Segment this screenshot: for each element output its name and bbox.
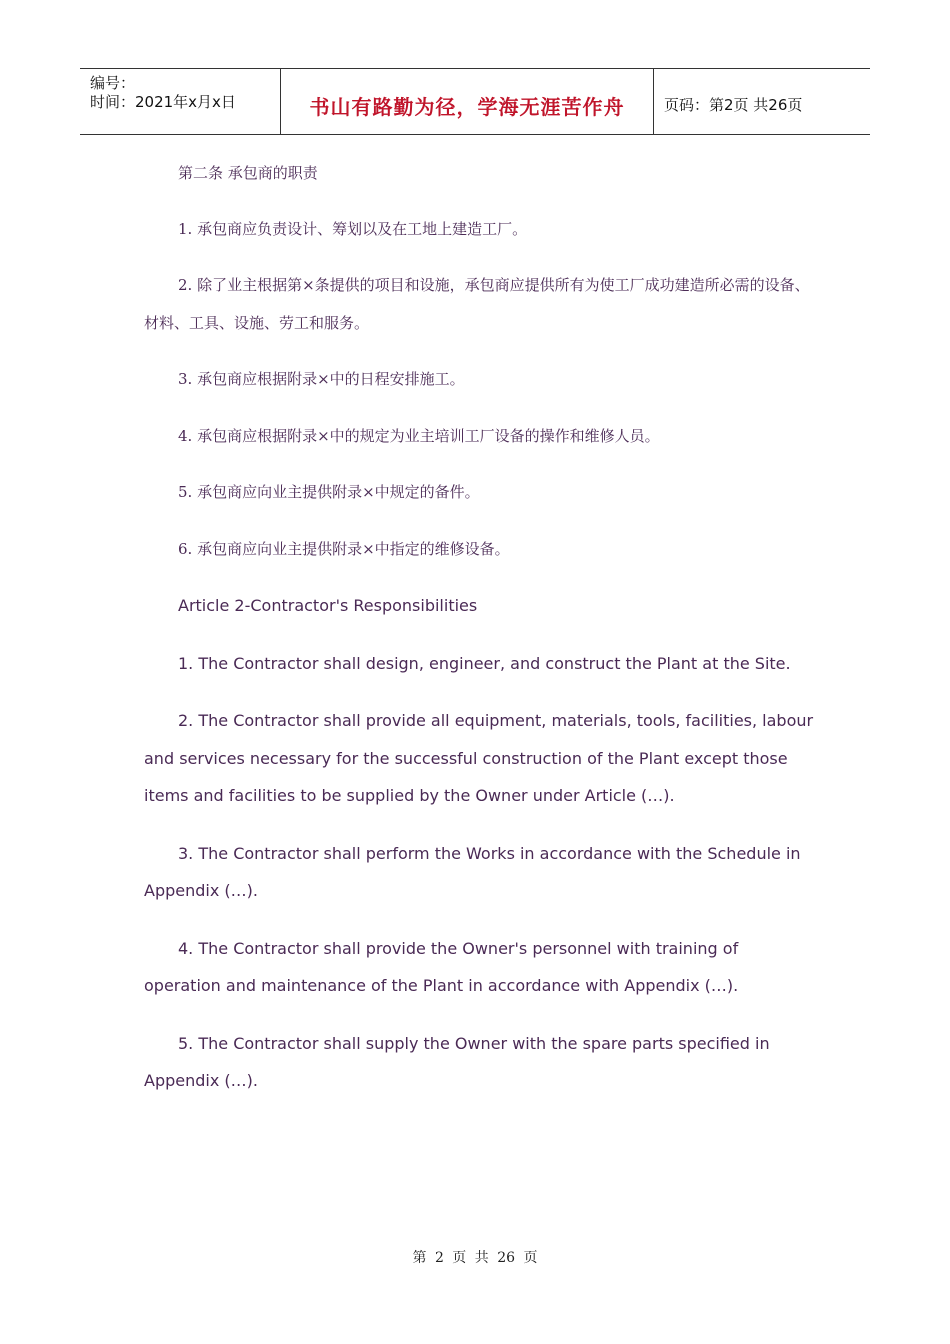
paragraph-en-3: 3. The Contractor shall perform the Works in accordance with the Schedule in Appendix (…). [144,843,801,900]
paragraph-en-2: 2. The Contractor shall provide all equipment, materials, tools, facilities, labour and services necessary for the successful construction of the Plant except those items and facilities to be supplied by the Owner under Article (…). [144,711,814,805]
document-body [144,155,814,1120]
header-table [80,68,870,135]
paragraph-zh-2: 2. 除了业主根据第×条提供的项目和设施，承包商应提供所有为使工厂成功建造所必需的设备、材料、工具、设施、劳工和服务。 [144,276,810,332]
paragraph-zh-6: 6. 承包商应向业主提供附录×中指定的维修设备。 [178,539,510,558]
paragraph-zh-4: 4. 承包商应根据附录×中的规定为业主培训工厂设备的操作和维修人员。 [178,426,660,445]
motto: 书山有路勤为径，学海无涯苦作舟 [309,95,625,119]
number-label: 编号： [90,74,136,92]
header-page-cell [654,69,870,134]
time-label: 时间：2021年x月x日 [90,93,236,111]
paragraph-zh-3: 3. 承包商应根据附录×中的日程安排施工。 [178,370,465,388]
paragraph-zh-5: 5. 承包商应向业主提供附录×中规定的备件。 [178,483,480,501]
page-info: 页码：第2页 共26页 [664,96,803,114]
paragraph-en-5: 5. The Contractor shall supply the Owner with the spare parts specified in Appendix (…). [144,1033,770,1090]
header-id-cell [80,69,281,134]
paragraph-en-1: 1. The Contractor shall design, engineer, and construct the Plant at the Site. [178,653,791,673]
article-heading-zh: 第二条 承包商的职责 [178,164,318,182]
paragraph-en-4: 4. The Contractor shall provide the Owner's personnel with training of operation and maintenance of the Plant in accordance with Appendix (…). [144,938,739,995]
article-heading-en: Article 2-Contractor's Responsibilities [178,596,478,615]
paragraph-zh-1: 1. 承包商应负责设计、筹划以及在工地上建造工厂。 [178,219,528,238]
page-footer: 第 2 页 共 26 页 [412,1250,538,1266]
header-motto-cell [281,69,654,134]
